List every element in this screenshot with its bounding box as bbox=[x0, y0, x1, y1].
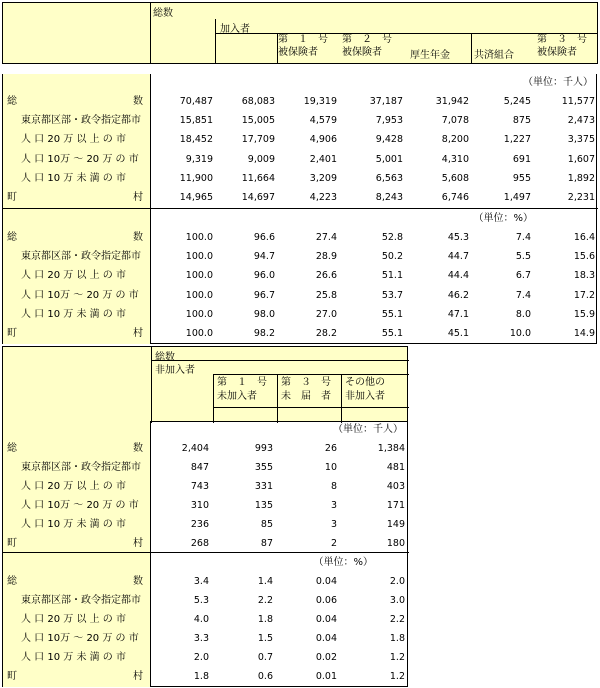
row-label: 人 口 10万 ～ 20 万 の 市 bbox=[21, 633, 139, 644]
table-row bbox=[3, 667, 409, 686]
row-label: 総 bbox=[7, 96, 17, 107]
table-row bbox=[3, 458, 409, 477]
table-cell: 0.04 bbox=[315, 576, 337, 587]
type3-label: 第 ３ 号 被保険者 bbox=[537, 34, 587, 58]
table-row bbox=[3, 92, 598, 111]
table-cell: 53.7 bbox=[381, 289, 403, 301]
table-cell: 6,563 bbox=[375, 172, 403, 184]
table-cell: 47.1 bbox=[447, 308, 469, 320]
table-cell: 1,607 bbox=[567, 153, 595, 165]
table-cell: 46.2 bbox=[447, 289, 469, 301]
table-cell: 2.2 bbox=[257, 595, 273, 606]
table-cell: 31,942 bbox=[435, 96, 469, 107]
row-label: 人 口 10 万 未 満 の 市 bbox=[21, 172, 126, 184]
table-cell: 50.2 bbox=[381, 251, 403, 263]
table-cell: 96.0 bbox=[253, 270, 275, 282]
header-type3 bbox=[472, 34, 534, 64]
table-row bbox=[3, 610, 409, 629]
table-cell: 15,005 bbox=[241, 115, 275, 127]
table-row bbox=[3, 247, 598, 266]
header-divider bbox=[213, 374, 214, 423]
table-cell: 4,223 bbox=[309, 192, 337, 203]
table-cell: 0.7 bbox=[257, 652, 273, 663]
row-label-end: 数 bbox=[133, 576, 143, 587]
table-cell: 100.0 bbox=[185, 328, 213, 339]
table-cell: 17,709 bbox=[241, 134, 275, 146]
table-cell: 1.8 bbox=[389, 633, 405, 644]
table-cell: 331 bbox=[254, 481, 273, 492]
table-cell: 28.2 bbox=[315, 328, 337, 339]
mutual-label: 共済組合 bbox=[474, 50, 514, 61]
label-line: 第 １ 号 bbox=[217, 377, 267, 388]
header-line bbox=[213, 374, 409, 375]
table-cell: 8.0 bbox=[515, 308, 531, 320]
table1-body bbox=[2, 74, 597, 344]
header-type1 bbox=[216, 34, 278, 64]
table-cell: 10 bbox=[324, 462, 337, 473]
header-spacer bbox=[151, 19, 216, 64]
table-cell: 2.2 bbox=[389, 614, 405, 625]
table-cell: 7,078 bbox=[441, 115, 469, 127]
table-cell: 17.2 bbox=[573, 289, 595, 301]
table-row bbox=[3, 572, 409, 591]
table-cell: 5,001 bbox=[375, 153, 403, 165]
table-cell: 2,401 bbox=[309, 153, 337, 165]
table-cell: 44.4 bbox=[447, 270, 469, 282]
table-cell: 1.2 bbox=[389, 671, 405, 682]
row-label-end: 村 bbox=[133, 671, 143, 682]
table-row bbox=[3, 266, 598, 285]
table-cell: 1.5 bbox=[257, 633, 273, 644]
table-cell: 355 bbox=[254, 462, 273, 473]
table-cell: 0.02 bbox=[315, 652, 337, 663]
table-cell: 96.6 bbox=[253, 232, 275, 243]
table2-header bbox=[2, 346, 408, 422]
table-cell: 100.0 bbox=[185, 289, 213, 301]
table-cell: 14,965 bbox=[179, 192, 213, 203]
table-cell: 6,746 bbox=[441, 192, 469, 203]
row-label-end: 数 bbox=[133, 443, 143, 454]
table-cell: 1.8 bbox=[193, 671, 209, 682]
row-label-end: 数 bbox=[133, 96, 143, 107]
table-cell: 0.04 bbox=[315, 614, 337, 625]
table-cell: 9,009 bbox=[247, 153, 275, 165]
row-label: 町 bbox=[7, 328, 17, 339]
table-cell: 11,577 bbox=[561, 96, 595, 107]
table-row bbox=[3, 111, 598, 130]
table-cell: 27.0 bbox=[315, 308, 337, 320]
row-label: 人 口 20 万 以 上 の 市 bbox=[21, 134, 126, 146]
table-cell: 25.8 bbox=[315, 289, 337, 301]
row-label: 町 bbox=[7, 538, 17, 549]
table-cell: 5,608 bbox=[441, 172, 469, 184]
table-cell: 28.9 bbox=[315, 251, 337, 263]
table-cell: 7.4 bbox=[515, 289, 531, 301]
table-cell: 149 bbox=[386, 519, 405, 530]
table-cell: 2.0 bbox=[389, 576, 405, 587]
table-cell: 1,497 bbox=[503, 192, 531, 203]
table-cell: 8,243 bbox=[375, 192, 403, 203]
table-cell: 1,892 bbox=[567, 172, 595, 184]
header-divider bbox=[277, 374, 278, 423]
table-cell: 7.4 bbox=[515, 232, 531, 243]
table-cell: 85 bbox=[260, 519, 273, 530]
table-cell: 3 bbox=[330, 500, 337, 511]
table-cell: 26.6 bbox=[315, 270, 337, 282]
table-cell: 2,404 bbox=[181, 443, 209, 454]
table-cell: 7,953 bbox=[375, 115, 403, 127]
table-row bbox=[3, 515, 409, 534]
row-label: 東京都区部・政令指定都市 bbox=[21, 462, 141, 473]
label-line: 未 届 者 bbox=[281, 391, 331, 402]
table-cell: 70,487 bbox=[179, 96, 213, 107]
row-label-end: 村 bbox=[133, 192, 143, 203]
table-cell: 8 bbox=[330, 481, 337, 492]
table-cell: 2,231 bbox=[567, 192, 595, 203]
table-cell: 55.1 bbox=[381, 328, 403, 339]
table-cell: 11,900 bbox=[179, 172, 213, 184]
table-cell: 4,906 bbox=[309, 134, 337, 146]
table-cell: 955 bbox=[512, 172, 531, 184]
table-cell: 5.3 bbox=[193, 595, 209, 606]
t2-other-label bbox=[345, 376, 385, 404]
table-cell: 1.8 bbox=[257, 614, 273, 625]
table-cell: 3 bbox=[330, 519, 337, 530]
table-row bbox=[3, 496, 409, 515]
table-cell: 3.4 bbox=[193, 576, 209, 587]
table-row bbox=[3, 648, 409, 667]
row-label: 人 口 20 万 以 上 の 市 bbox=[21, 270, 126, 282]
unit-percent: （単位：%） bbox=[313, 557, 373, 568]
type2-label: 第 ２ 号 被保険者 bbox=[342, 34, 392, 58]
header-type2-fill bbox=[340, 34, 472, 64]
table-row bbox=[3, 324, 598, 343]
unit-thousand: （単位：千人） bbox=[333, 424, 403, 435]
table-cell: 403 bbox=[386, 481, 405, 492]
table-cell: 236 bbox=[190, 519, 209, 530]
table-cell: 15.9 bbox=[573, 308, 595, 320]
table-cell: 847 bbox=[190, 462, 209, 473]
table-cell: 875 bbox=[512, 115, 531, 127]
table-cell: 4,310 bbox=[441, 153, 469, 165]
table-cell: 27.4 bbox=[315, 232, 337, 243]
table-cell: 94.7 bbox=[253, 251, 275, 263]
table-cell: 26 bbox=[324, 443, 337, 454]
table-cell: 15.6 bbox=[573, 251, 595, 263]
header-divider bbox=[151, 347, 152, 423]
table-cell: 310 bbox=[190, 500, 209, 511]
table-cell: 3,375 bbox=[567, 134, 595, 146]
row-label-end: 数 bbox=[133, 232, 143, 243]
row-label: 総 bbox=[7, 443, 17, 454]
table-cell: 19,319 bbox=[303, 96, 337, 107]
table-cell: 135 bbox=[254, 500, 273, 511]
header-divider bbox=[341, 374, 342, 423]
table-row bbox=[3, 188, 598, 207]
table-cell: 0.04 bbox=[315, 633, 337, 644]
table-cell: 0.6 bbox=[257, 671, 273, 682]
label-line: 未加入者 bbox=[217, 391, 257, 402]
row-label: 東京都区部・政令指定都市 bbox=[21, 595, 141, 606]
table-cell: 18,452 bbox=[179, 134, 213, 146]
row-label: 人 口 10万 ～ 20 万 の 市 bbox=[21, 289, 139, 301]
row-label: 人 口 10万 ～ 20 万 の 市 bbox=[21, 500, 139, 511]
row-label: 人 口 10 万 未 満 の 市 bbox=[21, 308, 126, 320]
label-line: その他の bbox=[345, 377, 385, 388]
table-row bbox=[3, 477, 409, 496]
table-cell: 1.4 bbox=[257, 576, 273, 587]
table-cell: 9,319 bbox=[185, 153, 213, 165]
table-cell: 4.0 bbox=[193, 614, 209, 625]
table-row bbox=[3, 150, 598, 169]
table-cell: 10.0 bbox=[509, 328, 531, 339]
row-label: 人 口 10 万 未 満 の 市 bbox=[21, 519, 126, 530]
welfare-label: 厚生年金 bbox=[410, 50, 450, 61]
table-cell: 5.5 bbox=[515, 251, 531, 263]
table-cell: 18.3 bbox=[573, 270, 595, 282]
unit-percent: （単位：%） bbox=[473, 213, 533, 224]
table-cell: 16.4 bbox=[573, 232, 595, 243]
t2-type3-label bbox=[281, 376, 331, 404]
table-cell: 993 bbox=[254, 443, 273, 454]
table-row bbox=[3, 169, 598, 188]
table-cell: 11,664 bbox=[241, 172, 275, 184]
table-cell: 481 bbox=[386, 462, 405, 473]
total-label: 総数 bbox=[153, 8, 173, 19]
table-cell: 0.06 bbox=[315, 595, 337, 606]
table-cell: 2.0 bbox=[193, 652, 209, 663]
table-cell: 8,200 bbox=[441, 134, 469, 146]
row-label: 総 bbox=[7, 232, 17, 243]
table-cell: 1.2 bbox=[389, 652, 405, 663]
row-label: 人 口 10万 ～ 20 万 の 市 bbox=[21, 153, 139, 165]
table-cell: 3,209 bbox=[309, 172, 337, 184]
table-cell: 68,083 bbox=[241, 96, 275, 107]
table-cell: 0.01 bbox=[315, 671, 337, 682]
table-cell: 3.0 bbox=[389, 595, 405, 606]
table-cell: 51.1 bbox=[381, 270, 403, 282]
row-label: 町 bbox=[7, 192, 17, 203]
header-type2 bbox=[278, 34, 340, 64]
table-cell: 37,187 bbox=[369, 96, 403, 107]
table-row bbox=[3, 286, 598, 305]
table-cell: 100.0 bbox=[185, 270, 213, 282]
table-cell: 4,579 bbox=[309, 115, 337, 127]
table-cell: 45.3 bbox=[447, 232, 469, 243]
row-label: 町 bbox=[7, 671, 17, 682]
row-label: 人 口 20 万 以 上 の 市 bbox=[21, 481, 126, 492]
section-divider bbox=[3, 552, 409, 553]
row-label-end: 村 bbox=[133, 538, 143, 549]
table-row bbox=[3, 130, 598, 149]
table-cell: 3.3 bbox=[193, 633, 209, 644]
table-cell: 268 bbox=[190, 538, 209, 549]
table-cell: 5,245 bbox=[503, 96, 531, 107]
table-cell: 9,428 bbox=[375, 134, 403, 146]
enrollment-table bbox=[2, 2, 598, 64]
t2-type1-label bbox=[217, 376, 267, 404]
table-cell: 87 bbox=[260, 538, 273, 549]
type1-label: 第 １ 号 被保険者 bbox=[278, 34, 328, 58]
table-row bbox=[3, 439, 409, 458]
row-label: 人 口 10 万 未 満 の 市 bbox=[21, 652, 126, 663]
header-total bbox=[151, 3, 598, 20]
table-cell: 1,384 bbox=[377, 443, 405, 454]
enrolled-label: 加入者 bbox=[220, 24, 250, 35]
t2-total-label: 総数 bbox=[155, 352, 175, 363]
table-cell: 2 bbox=[330, 538, 337, 549]
row-label: 総 bbox=[7, 576, 17, 587]
header-enrolled bbox=[216, 19, 598, 34]
header-line bbox=[213, 407, 409, 408]
table-cell: 96.7 bbox=[253, 289, 275, 301]
table-cell: 6.7 bbox=[515, 270, 531, 282]
header-type3-fill bbox=[534, 34, 598, 64]
t2-nonenrolled-label: 非加入者 bbox=[155, 365, 195, 376]
table-cell: 1,227 bbox=[503, 134, 531, 146]
table-cell: 45.1 bbox=[447, 328, 469, 339]
table-cell: 171 bbox=[386, 500, 405, 511]
row-label: 東京都区部・政令指定都市 bbox=[21, 115, 141, 127]
table-cell: 2,473 bbox=[567, 115, 595, 127]
table-cell: 100.0 bbox=[185, 251, 213, 263]
table-cell: 52.8 bbox=[381, 232, 403, 243]
table-cell: 98.2 bbox=[253, 328, 275, 339]
unit-thousand: （単位：千人） bbox=[523, 77, 593, 88]
table2-body bbox=[2, 421, 408, 687]
table-cell: 691 bbox=[512, 153, 531, 165]
table-cell: 100.0 bbox=[185, 308, 213, 320]
row-label: 人 口 20 万 以 上 の 市 bbox=[21, 614, 126, 625]
table-cell: 15,851 bbox=[179, 115, 213, 127]
table-cell: 55.1 bbox=[381, 308, 403, 320]
section-divider bbox=[3, 208, 598, 209]
label-line: 非加入者 bbox=[345, 391, 385, 402]
table-row bbox=[3, 305, 598, 324]
table-cell: 14.9 bbox=[573, 328, 595, 339]
corner-cell bbox=[3, 3, 151, 64]
table-cell: 98.0 bbox=[253, 308, 275, 320]
table-row bbox=[3, 591, 409, 610]
table-row bbox=[3, 228, 598, 247]
table-cell: 743 bbox=[190, 481, 209, 492]
table-cell: 14,697 bbox=[241, 192, 275, 203]
table-row bbox=[3, 629, 409, 648]
row-label: 東京都区部・政令指定都市 bbox=[21, 251, 141, 263]
table-cell: 44.7 bbox=[447, 251, 469, 263]
table-cell: 180 bbox=[386, 538, 405, 549]
table-row bbox=[3, 534, 409, 553]
label-line: 第 ３ 号 bbox=[281, 377, 331, 388]
table-cell: 100.0 bbox=[185, 232, 213, 243]
row-label-end: 村 bbox=[133, 328, 143, 339]
